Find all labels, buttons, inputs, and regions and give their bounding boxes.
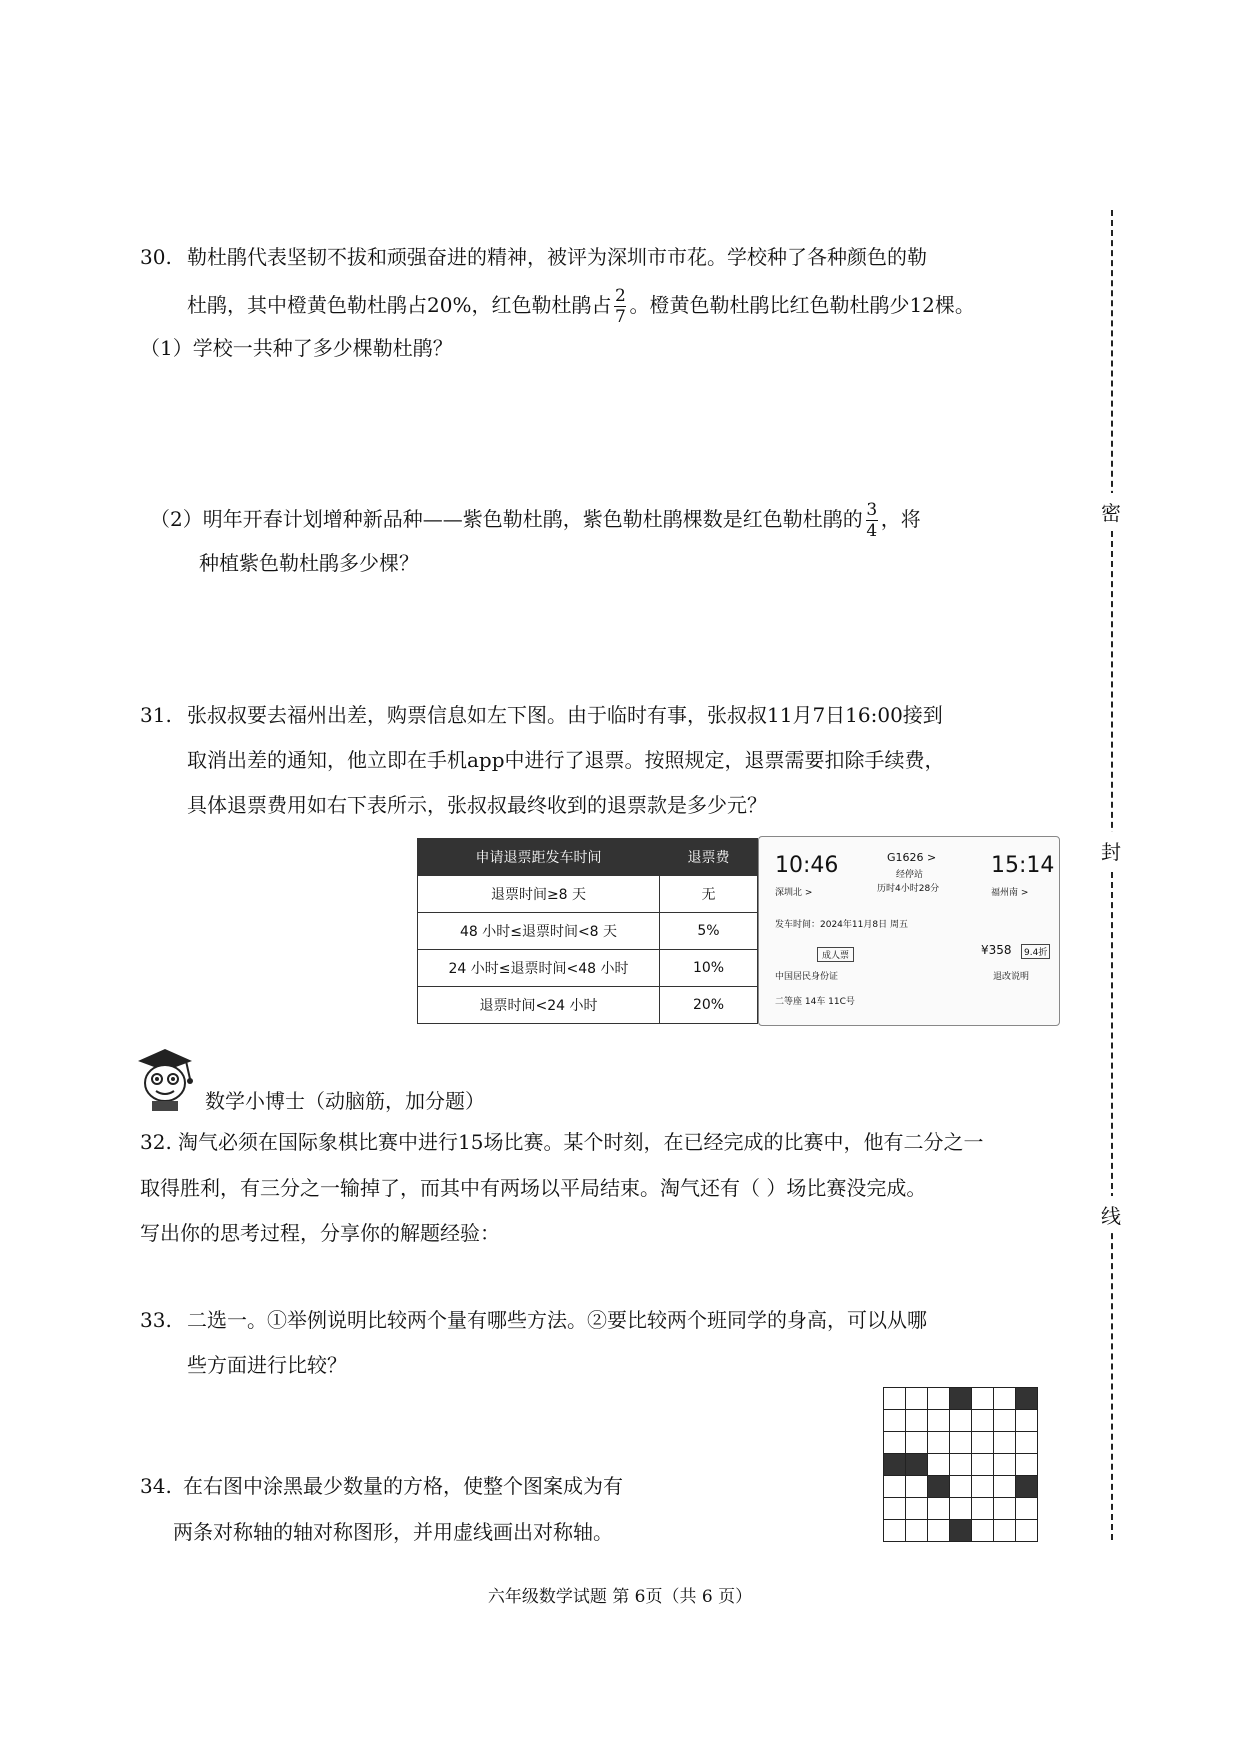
arrive-time: 15:14 <box>991 853 1055 878</box>
to-station: 福州南 > <box>991 888 1029 898</box>
grid-cell-filled[interactable] <box>884 1454 906 1476</box>
grid-cell-filled[interactable] <box>906 1454 928 1476</box>
grid-cell[interactable] <box>1016 1498 1038 1520</box>
seal-char-feng: 封 <box>1096 832 1126 869</box>
q32-line1: 淘气必须在国际象棋比赛中进行15场比赛。某个时刻，在已经完成的比赛中，他有二分之一 <box>178 1130 984 1154</box>
grid-cell[interactable] <box>884 1520 906 1542</box>
grid-cell[interactable] <box>994 1432 1016 1454</box>
ticket-price: ¥358 <box>981 943 1012 957</box>
grid-cell[interactable] <box>950 1454 972 1476</box>
seat-info: 二等座 14车 11C号 <box>775 997 855 1007</box>
stop-station-label: 经停站 <box>896 870 924 880</box>
grid-cell[interactable] <box>972 1476 994 1498</box>
q30-fraction-2-7 <box>614 286 626 327</box>
frac-denominator: 4 <box>866 521 878 541</box>
seal-dashed-line <box>1111 210 1113 1540</box>
grid-cell[interactable] <box>1016 1432 1038 1454</box>
q32-line3: 写出你的思考过程，分享你的解题经验： <box>140 1221 500 1245</box>
grid-cell[interactable] <box>884 1410 906 1432</box>
train-ticket-card <box>758 836 1060 1026</box>
table-header: 退票费 <box>660 839 758 876</box>
grid-cell[interactable] <box>950 1432 972 1454</box>
table-row <box>418 950 758 987</box>
grid-cell[interactable] <box>884 1476 906 1498</box>
grid-cell[interactable] <box>972 1388 994 1410</box>
q34-line2: 两条对称轴的轴对称图形，并用虚线画出对称轴。 <box>173 1520 613 1544</box>
frac-numerator: 3 <box>866 500 878 520</box>
grid-cell[interactable] <box>906 1520 928 1542</box>
grid-cell[interactable] <box>994 1410 1016 1432</box>
grid-cell[interactable] <box>950 1476 972 1498</box>
depart-date: 发车时间：2024年11月8日 周五 <box>775 920 908 930</box>
table-row <box>418 876 758 913</box>
grid-cell[interactable] <box>994 1498 1016 1520</box>
refund-fee-table <box>417 838 758 1024</box>
grid-cell[interactable] <box>950 1498 972 1520</box>
grid-cell[interactable] <box>928 1410 950 1432</box>
table-cell: 10% <box>660 950 758 987</box>
grid-cell[interactable] <box>994 1520 1016 1542</box>
symmetry-grid[interactable] <box>883 1387 1038 1542</box>
grid-cell[interactable] <box>884 1388 906 1410</box>
grid-cell[interactable] <box>906 1498 928 1520</box>
train-number: G1626 > <box>887 851 937 864</box>
q32-number: 32. <box>140 1130 172 1154</box>
grid-cell[interactable] <box>1016 1410 1038 1432</box>
table-row <box>418 987 758 1024</box>
grid-cell[interactable] <box>994 1454 1016 1476</box>
grid-cell[interactable] <box>972 1454 994 1476</box>
grid-cell[interactable] <box>972 1520 994 1542</box>
frac-denominator: 7 <box>615 307 626 327</box>
grid-cell[interactable] <box>928 1498 950 1520</box>
q33-line1: 二选一。①举例说明比较两个量有哪些方法。②要比较两个班同学的身高，可以从哪 <box>187 1308 927 1332</box>
id-type: 中国居民身份证 <box>775 972 839 982</box>
seal-char-xian: 线 <box>1096 1196 1126 1233</box>
grid-cell-filled[interactable] <box>950 1388 972 1410</box>
q30-fraction-3-4 <box>866 500 878 541</box>
q32-line2: 取得胜利，有三分之一输掉了，而其中有两场以平局结束。淘气还有（ ）场比赛没完成。 <box>140 1176 927 1200</box>
q30-sub2-line2: 种植紫色勒杜鹃多少棵？ <box>199 551 419 575</box>
table-cell: 退票时间≥8 天 <box>418 876 660 913</box>
grid-cell-filled[interactable] <box>950 1520 972 1542</box>
grid-cell[interactable] <box>928 1454 950 1476</box>
grid-cell[interactable] <box>906 1432 928 1454</box>
q30-line2-b: 。橙黄色勒杜鹃比红色勒杜鹃少12棵。 <box>629 293 975 317</box>
q30-line2 <box>187 286 975 327</box>
ticket-type-badge: 成人票 <box>817 947 854 962</box>
q31-line2: 取消出差的通知，他立即在手机app中进行了退票。按照规定，退票需要扣除手续费， <box>187 748 945 772</box>
refund-note-link: 退改说明 <box>993 972 1030 982</box>
discount-badge: 9.4折 <box>1021 944 1050 959</box>
grid-cell[interactable] <box>928 1432 950 1454</box>
grid-cell[interactable] <box>972 1432 994 1454</box>
grid-cell[interactable] <box>972 1498 994 1520</box>
q31-line1: 张叔叔要去福州出差，购票信息如左下图。由于临时有事，张叔叔11月7日16:00接到 <box>187 703 943 727</box>
q33-number: 33. <box>140 1308 172 1332</box>
q30-sub2 <box>150 500 921 541</box>
bonus-section-title: 数学小博士（动脑筋，加分题） <box>205 1089 485 1113</box>
table-header: 申请退票距发车时间 <box>418 839 660 876</box>
table-cell: 5% <box>660 913 758 950</box>
table-cell: 退票时间<24 小时 <box>418 987 660 1024</box>
table-cell: 20% <box>660 987 758 1024</box>
table-header-row <box>418 839 758 876</box>
grid-cell[interactable] <box>1016 1454 1038 1476</box>
q30-number: 30. <box>140 245 172 269</box>
q30-sub2-b: ，将 <box>880 507 921 531</box>
grid-cell[interactable] <box>972 1410 994 1432</box>
grid-cell-filled[interactable] <box>928 1476 950 1498</box>
q31-line3: 具体退票费用如右下表所示，张叔叔最终收到的退票款是多少元？ <box>187 793 767 817</box>
mascot-doctor-icon <box>130 1045 200 1113</box>
table-cell: 无 <box>660 876 758 913</box>
page-footer: 六年级数学试题 第 6页（共 6 页） <box>487 1587 753 1607</box>
q33-line2: 些方面进行比较？ <box>187 1353 347 1377</box>
q34-number: 34. <box>140 1474 172 1498</box>
table-row <box>418 913 758 950</box>
from-station: 深圳北 > <box>775 888 813 898</box>
grid-cell[interactable] <box>1016 1520 1038 1542</box>
duration: 历时4小时28分 <box>877 884 940 894</box>
grid-cell[interactable] <box>994 1476 1016 1498</box>
table-cell: 48 小时≤退票时间<8 天 <box>418 913 660 950</box>
grid-cell[interactable] <box>906 1388 928 1410</box>
grid-cell[interactable] <box>950 1410 972 1432</box>
grid-cell[interactable] <box>906 1476 928 1498</box>
depart-time: 10:46 <box>775 853 839 878</box>
q30-line2-a: 杜鹃，其中橙黄色勒杜鹃占20%，红色勒杜鹃占 <box>187 293 612 317</box>
grid-cell-filled[interactable] <box>1016 1476 1038 1498</box>
grid-cell-filled[interactable] <box>1016 1388 1038 1410</box>
grid-cell[interactable] <box>884 1432 906 1454</box>
q30-sub1: （1）学校一共种了多少棵勒杜鹃？ <box>140 336 453 360</box>
grid-cell[interactable] <box>994 1388 1016 1410</box>
grid-cell[interactable] <box>906 1410 928 1432</box>
table-cell: 24 小时≤退票时间<48 小时 <box>418 950 660 987</box>
grid-cell[interactable] <box>884 1498 906 1520</box>
q30-sub2-a: （2）明年开春计划增种新品种——紫色勒杜鹃，紫色勒杜鹃棵数是红色勒杜鹃的 <box>150 507 863 531</box>
q30-line1: 勒杜鹃代表坚韧不拔和顽强奋进的精神，被评为深圳市市花。学校种了各种颜色的勒 <box>187 245 927 269</box>
grid-cell[interactable] <box>928 1520 950 1542</box>
grid-cell[interactable] <box>928 1388 950 1410</box>
q34-line1: 在右图中涂黑最少数量的方格，使整个图案成为有 <box>183 1474 623 1498</box>
frac-numerator: 2 <box>615 286 626 306</box>
q31-number: 31. <box>140 703 172 727</box>
seal-char-mi: 密 <box>1096 493 1126 530</box>
